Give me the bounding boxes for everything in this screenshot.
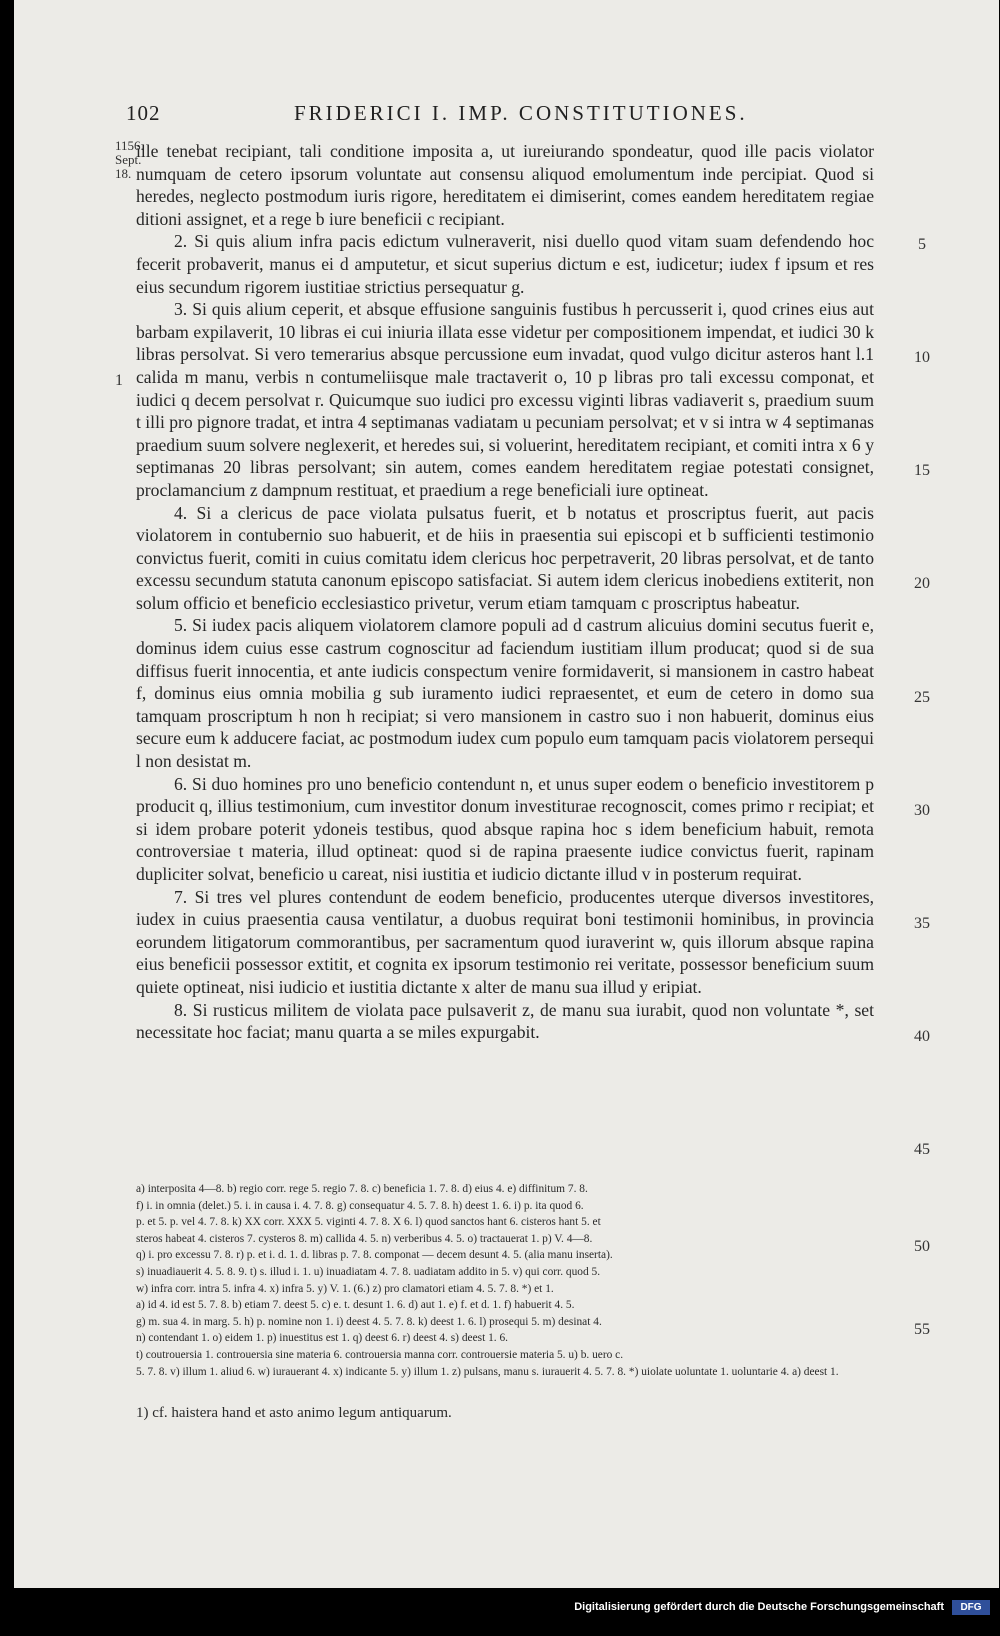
apparatus-line: f) i. in omnia (delet.) 5. i. in causa i. 4. 7. 8. g) consequatur 4. 5. 7. 8. h) deest 1. 6. i) p. ita quod 6.	[136, 1199, 584, 1212]
line-number: 20	[914, 575, 930, 592]
line-number: 15	[914, 462, 930, 479]
line-number: 50	[914, 1238, 930, 1255]
footnote: 1) cf. haistera hand et asto animo legum antiquarum.	[136, 1405, 452, 1421]
main-text	[136, 140, 874, 1044]
critical-apparatus	[136, 1181, 881, 1380]
apparatus-line: n) contendant 1. o) eidem 1. p) inuestitus est 1. q) deest 6. r) deest 4. s) deest 1. 6.	[136, 1332, 509, 1345]
running-title: FRIDERICI I. IMP. CONSTITUTIONES.	[294, 101, 748, 125]
dfg-logo: DFG	[952, 1600, 990, 1615]
apparatus-line: t) coutrouersia 1. controuersia sine materia 6. controuersia manna corr. controuersie materia 5. u) b. uero c.	[136, 1348, 624, 1361]
line-number: 25	[914, 689, 930, 706]
paragraph: 2. Si quis alium infra pacis edictum vulneraverit, nisi duello quod vitam suam defendendo hoc fecerit probaverit, manus ei d amputetur, et sicut superius dictum e est, iudicetur; iudex f ipsum et res eius secundum rigorem iustitiae strictius persequatur g.	[136, 231, 874, 297]
apparatus-line: p. et 5. p. vel 4. 7. 8. k) XX corr. XXX 5. viginti 4. 7. 8. X 6. l) quod sanctos hant 6. cisteros hant 5. et	[136, 1216, 601, 1229]
line-number: 10	[914, 349, 930, 366]
apparatus-line: a) interposita 4—8. b) regio corr. rege 5. regio 7. 8. c) beneficia 1. 7. 8. d) eius 4. e) diffinitum 7. 8.	[136, 1183, 588, 1195]
paragraph: 4. Si a clericus de pace violata pulsatus fuerit, et b notatus et proscriptus fuerit, aut pacis violatorem in contubernio suo habuerit, et de hiis in praesentia sui episcopi et b sufficienti testimonio convictus fuerit, comiti in cuius comitatu idem clericus hoc perpetraverit, 20 libras persolvat, et de tanto excessu secundum statuta canonum episcopo satisfaciat. Si autem idem clericus inobediens extiterit, non solum officio et beneficio ecclesiastico privetur, verum etiam tamquam c proscriptus habeatur.	[136, 502, 874, 613]
apparatus-line: g) m. sua 4. in marg. 5. h) p. nomine non 1. i) deest 4. 5. 7. 8. k) deest 1. 6. l) prosequi 5. m) desinat 4.	[136, 1315, 602, 1328]
apparatus-line: w) infra corr. intra 5. infra 4. x) infra 5. y) V. 1. (6.) z) pro clamatori etiam 4. 5. 7. 8. *) et 1.	[136, 1282, 554, 1295]
paragraph: 5. Si iudex pacis aliquem violatorem clamore populi ad d castrum alicuius domini secutus fuerit e, dominus idem cuius esse castrum cognoscitur ad faciendum iustitiam illum producat; quod si de sua diffisus fuerit innocentia, et ante iudicis conspectum venire formidaverit, si mansionem in castro habeat f, dominus eius omnia mobilia g sub iuramento iudici repraesentet, et eum de cetero in domo sua tamquam proscriptum h non h recipiat; si vero mansionem in castro suo i non habuerit, dominus eius secure eum k adducere faciat, ac postmodum iudex cum populo eum tamquam pacis violatorem persequi l non desistat m.	[136, 615, 874, 772]
paragraph: 3. Si quis alium ceperit, et absque effusione sanguinis fustibus h percusserit i, quod crines eius aut barbam expilaverit, 10 libras ei cui iniuria illata esse videtur per compositionem impendat, et iudici 30 k libras persolvat. Si vero temerarius absque percussione eum invadat, quod vulgo dicitur asteros hant l.1 calida m manu, verbis n contumeliisque male tractaverit o, 10 p libras pro tali excessu componat, et iudici q decem persolvat r. Quicumque suo iudici pro excessu viginti libras vadiaverit s, praedium suum t illi pro pignore tradat, et intra 4 septimanas vadiatam u pecuniam persolvat; et v si intra w 4 septimanas praedium suum solvere neglexerit, et heredes sui, si voluerint, hereditatem recipiant, et comiti intra x 6 y septimanas 20 libras persolvant; sin autem, comes eandem hereditatem regiae potestati consignet, proclamancium z dampnum restituat, et praedium a rege beneficiali iure optineat.	[136, 299, 874, 500]
line-number: 30	[914, 802, 930, 819]
page-number: 102	[126, 101, 161, 125]
apparatus-line: s) inuadiauerit 4. 5. 8. 9. t) s. illud i. 1. u) inuadiatam 4. 7. 8. uadiatam addito in 5. v) qui corr. quod 5.	[136, 1265, 601, 1278]
margin-date: 1156. Sept. 18.	[115, 138, 144, 181]
line-number: 35	[914, 915, 930, 932]
funding-credit: Digitalisierung gefördert durch die Deutsche Forschungsgemeinschaft	[574, 1601, 944, 1613]
page-sheet	[14, 0, 999, 1588]
paragraph: 6. Si duo homines pro uno beneficio contendunt n, et unus super eodem o beneficio investitorem p producit q, illius testimonium, cum investitor donum investiturae recognoscit, comes primo r recipiat; et si idem probare poterit ydoneis testibus, quod absque rapina hoc s idem beneficium habuit, remota controversiae t materia, illud optineat: quod si de rapina praesente iudice convictus fuerit, rapinam dupliciter solvat, beneficio u careat, nisi iustitia et iudicio dictante illud v in posterum requirat.	[136, 773, 874, 884]
paragraph: 8. Si rusticus militem de violata pace pulsaverit z, de manu sua iurabit, quod non voluntate *, set necessitate hoc faciat; manu quarta a se miles expurgabit.	[136, 999, 874, 1043]
apparatus-line: steros habeat 4. cisteros 7. cysteros 8. m) callida 4. 5. n) verberibus 4. 5. o) tractauerat 1. p) V. 4—8.	[136, 1232, 593, 1245]
margin-note-marker: 1	[115, 372, 123, 389]
line-number: 45	[914, 1141, 930, 1158]
line-number: 40	[914, 1028, 930, 1045]
paragraph: 7. Si tres vel plures contendunt de eodem beneficio, producentes uterque diversos investitores, iudex in cuius praesentia causa ventilatur, a duobus requirat boni testimonii hominibus, in provincia eorundem litigatorum commorantibus, per sacramentum quod iuraverint w, quis illorum absque rapina eius beneficii possessor extitit, et cognita ex ipsorum testimonio rei veritate, possessor beneficium suum quiete optineat, nisi iudicio et iustitia dictante x alter de manu sua illud y eripiat.	[136, 886, 874, 997]
apparatus-line: 5. 7. 8. v) illum 1. aliud 6. w) iurauerant 4. x) indicante 5. y) illum 1. z) pulsans, manu s. iurauerit 4. 5. 7. 8. *) uiolate uoluntate 1. uoluntarie 4. a) deest 1.	[136, 1365, 839, 1378]
paragraph: ille tenebat recipiant, tali conditione imposita a, ut iureiurando spondeatur, quod ille pacis violator numquam de cetero ipsorum voluntate aut consensu aliquod emolumentum inde percipiat. Quod si heredes, neglecto postmodum iuris rigore, hereditatem ei dimiserint, comes eandem hereditatem regiae ditioni assignet, et a rege b iure beneficii c recipiant.	[136, 141, 874, 229]
line-number: 55	[914, 1321, 930, 1338]
line-number: 5	[918, 236, 926, 253]
apparatus-line: q) i. pro excessu 7. 8. r) p. et i. d. 1. d. libras p. 7. 8. componat — decem desunt 4. 5. (alia manu inserta).	[136, 1249, 613, 1262]
apparatus-line: a) id 4. id est 5. 7. 8. b) etiam 7. deest 5. c) e. t. desunt 1. 6. d) aut 1. e) f. et d. 1. f) habuerit 4. 5.	[136, 1299, 575, 1312]
